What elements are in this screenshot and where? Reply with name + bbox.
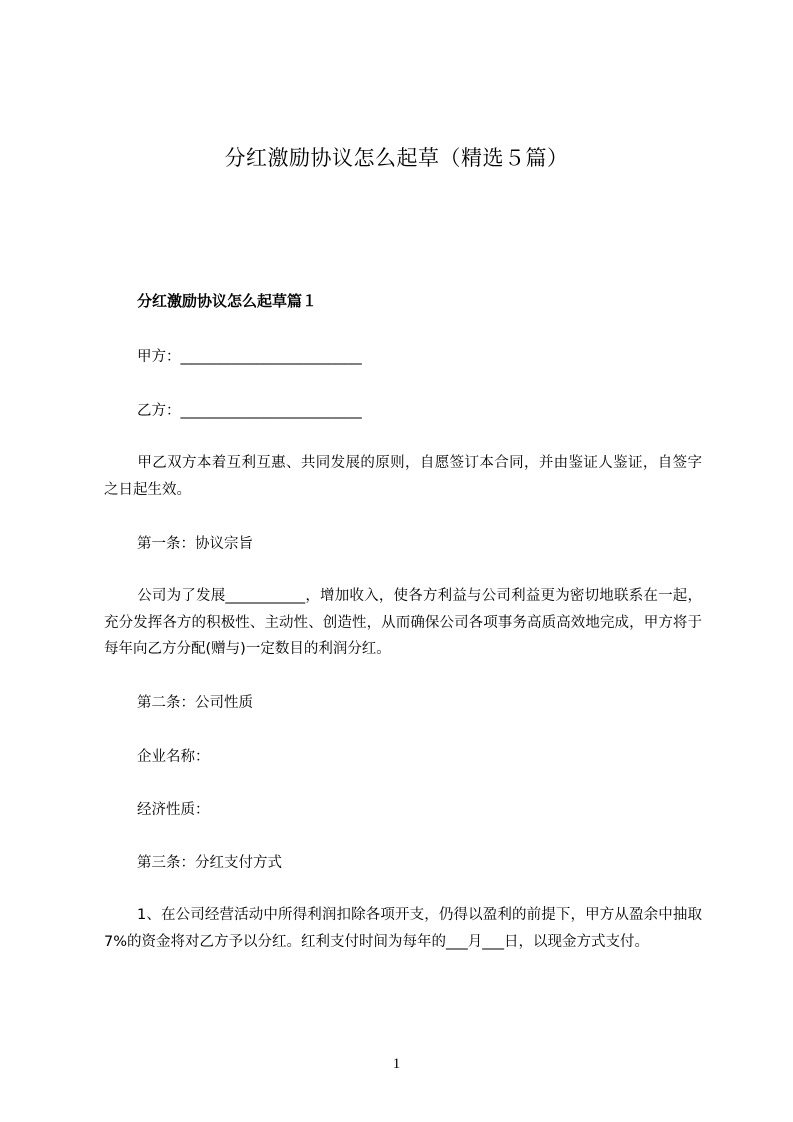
company-name-label: 企业名称：: [137, 749, 210, 765]
document-title: 分红激励协议怎么起草（精选５篇）: [224, 146, 569, 170]
article-2-heading: 第二条：公司性质: [137, 695, 253, 711]
article-1-text: 公司为了发展___________，增加收入，使各方利益与公司利益更为密切地联系在一起，充分发挥各方的积极性、主动性、创造性，从而确保公司各项事务高质高效地完成，甲方将于每年向乙方分配(赠与)一定数目的利润分红。: [104, 588, 702, 657]
article-3-item-1-text: 1、在公司经营活动中所得利润扣除各项开支，仍得以盈利的前提下，甲方从盈余中抽取 7%的资金将对乙方予以分红。红利支付时间为每年的___月___日，以现金方式支付。: [104, 907, 702, 950]
economic-nature-label: 经济性质：: [137, 802, 210, 818]
section-subtitle: 分红激励协议怎么起草篇１: [137, 292, 318, 310]
intro-text: 甲乙双方本着互利互惠、共同发展的原则，自愿签订本合同，并由鉴证人鉴证，自签字之日起生效。: [104, 455, 702, 498]
article-3-item-1: [104, 902, 702, 955]
article-1-heading: 第一条：协议宗旨: [137, 536, 253, 552]
page-number: 1: [392, 1056, 401, 1072]
party-a-line: 甲方：_________________________: [137, 349, 362, 365]
intro-paragraph: [104, 450, 702, 503]
party-b-line: 乙方：_________________________: [137, 403, 362, 419]
article-1-body: [104, 583, 702, 663]
article-3-heading: 第三条：分红支付方式: [137, 855, 282, 871]
